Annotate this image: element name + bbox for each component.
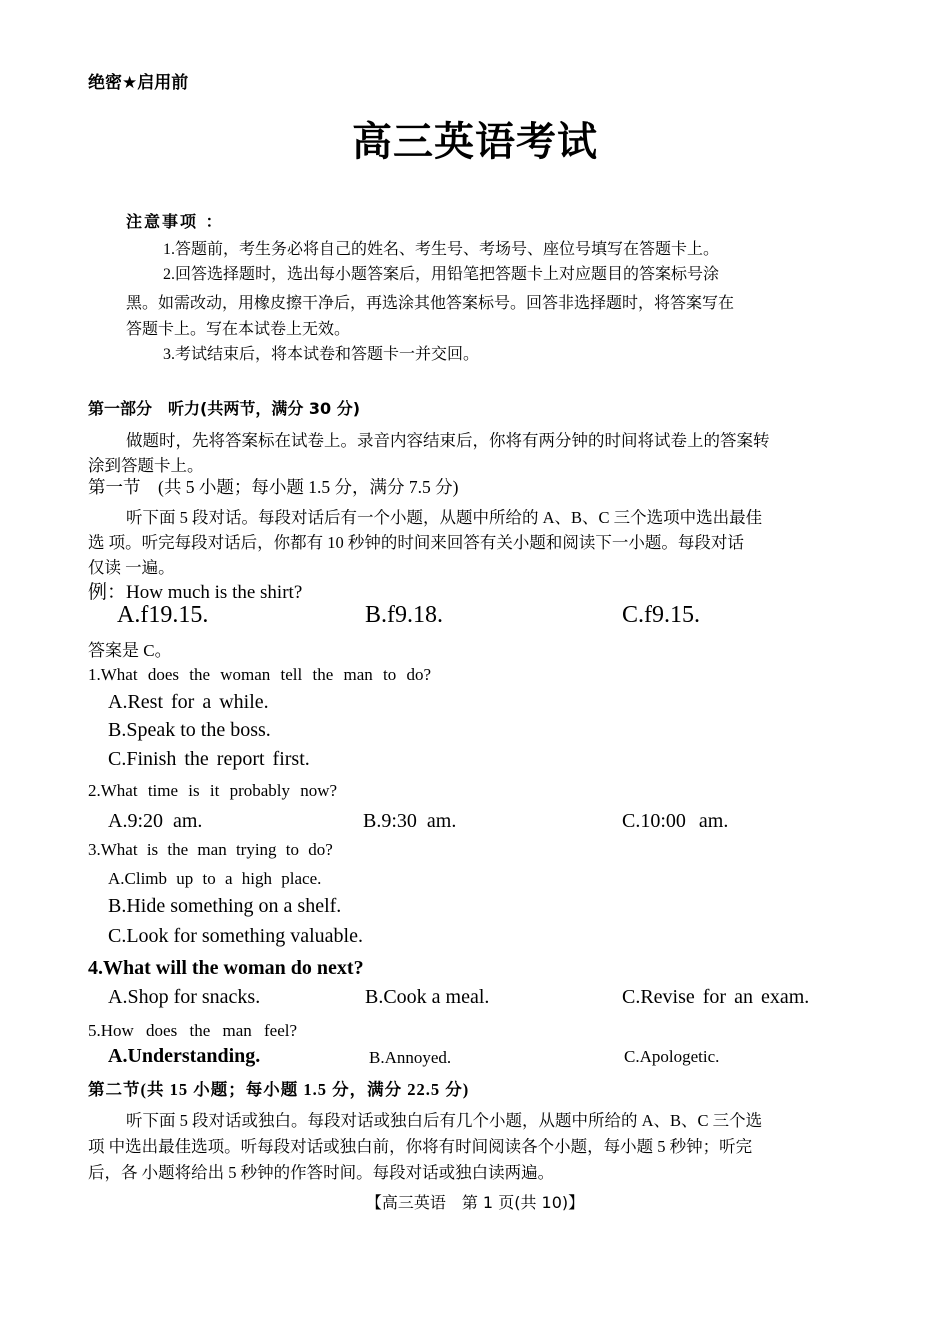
section1-instr-line3: 仅读 一遍。 xyxy=(88,558,175,577)
part1-intro-line1: 做题时，先将答案标在试卷上。录音内容结束后，你将有两分钟的时间将试卷上的答案转 xyxy=(126,431,770,450)
question-1-option-c: C.Finish the report first. xyxy=(108,748,310,770)
question-3-stem: 3.What is the man trying to do? xyxy=(88,840,333,859)
question-3-option-c: C.Look for something valuable. xyxy=(108,925,363,947)
notice-item-2-cont: 黑。如需改动，用橡皮擦干净后，再选涂其他答案标号。回答非选择题时，将答案写在 xyxy=(126,295,735,312)
notice-item-2: 2.回答选择题时，选出每小题答案后，用铅笔把答题卡上对应题目的答案标号涂 xyxy=(163,266,720,283)
example-option-c: C.f9.15. xyxy=(622,602,700,628)
question-2-option-c: C.10:00 am. xyxy=(622,810,729,832)
question-4-option-a: A.Shop for snacks. xyxy=(108,986,261,1008)
notice-item-2-cont2: 答题卡上。写在本试卷上无效。 xyxy=(126,321,351,338)
question-4-option-b: B.Cook a meal. xyxy=(365,986,490,1008)
notice-heading: 注意事项 ： xyxy=(126,212,224,231)
part1-intro-line2: 涂到答题卡上。 xyxy=(88,456,204,475)
question-2-option-a: A.9:20 am. xyxy=(108,810,203,832)
question-1-option-a: A.Rest for a while. xyxy=(108,691,269,713)
question-1-option-b: B.Speak to the boss. xyxy=(108,719,271,741)
question-3-option-b: B.Hide something on a shelf. xyxy=(108,895,342,917)
section1-instr-line1: 听下面 5 段对话。每段对话后有一个小题，从题中所给的 A、B、C 三个选项中选出最佳 xyxy=(126,508,763,527)
question-4-option-c: C.Revise for an exam. xyxy=(622,986,810,1008)
example-question: 例：How much is the shirt? xyxy=(88,582,303,603)
notice-item-3: 3.考试结束后，将本试卷和答题卡一并交回。 xyxy=(163,346,480,363)
question-5-stem: 5.How does the man feel? xyxy=(88,1021,298,1040)
question-4-stem: 4.What will the woman do next? xyxy=(88,957,364,979)
notice-item-1: 1.答题前，考生务必将自己的姓名、考生号、考场号、座位号填写在答题卡上。 xyxy=(163,241,720,258)
section2-instr-line3: 后，各 小题将给出 5 秒钟的作答时间。每段对话或独白读两遍。 xyxy=(88,1163,555,1182)
question-5-option-a: A.Understanding. xyxy=(108,1045,261,1067)
section2-heading: 第二节(共 15 小题；每小题 1.5 分，满分 22.5 分) xyxy=(88,1080,470,1099)
question-1-stem: 1.What does the woman tell the man to do? xyxy=(88,665,432,684)
question-5-option-b: B.Annoyed. xyxy=(369,1048,452,1067)
example-answer: 答案是 C。 xyxy=(88,641,172,660)
example-option-a: A.f19.15. xyxy=(117,602,209,628)
question-5-option-c: C.Apologetic. xyxy=(624,1047,720,1066)
example-option-b: B.f9.18. xyxy=(365,602,443,628)
confidential-label: 绝密★启用前 xyxy=(88,73,189,93)
question-2-stem: 2.What time is it probably now? xyxy=(88,781,338,800)
section1-instr-line2: 选 项。听完每段对话后，你都有 10 秒钟的时间来回答有关小题和阅读下一小题。每段对话 xyxy=(88,533,744,552)
page-footer: 【高三英语 第 1 页(共 10)】 xyxy=(365,1193,585,1212)
part1-heading: 第一部分 听力(共两节，满分 30 分) xyxy=(88,399,361,418)
section2-instr-line2: 项 中选出最佳选项。听每段对话或独白前，你将有时间阅读各个小题，每小题 5 秒钟；听完 xyxy=(88,1137,753,1156)
page-title: 高三英语考试 xyxy=(352,119,598,165)
question-2-option-b: B.9:30 am. xyxy=(363,810,457,832)
section1-heading: 第一节 (共 5 小题；每小题 1.5 分，满分 7.5 分) xyxy=(88,477,459,497)
section2-instr-line1: 听下面 5 段对话或独白。每段对话或独白后有几个小题，从题中所给的 A、B、C 三个选 xyxy=(126,1111,763,1130)
question-3-option-a: A.Climb up to a high place. xyxy=(108,869,322,888)
